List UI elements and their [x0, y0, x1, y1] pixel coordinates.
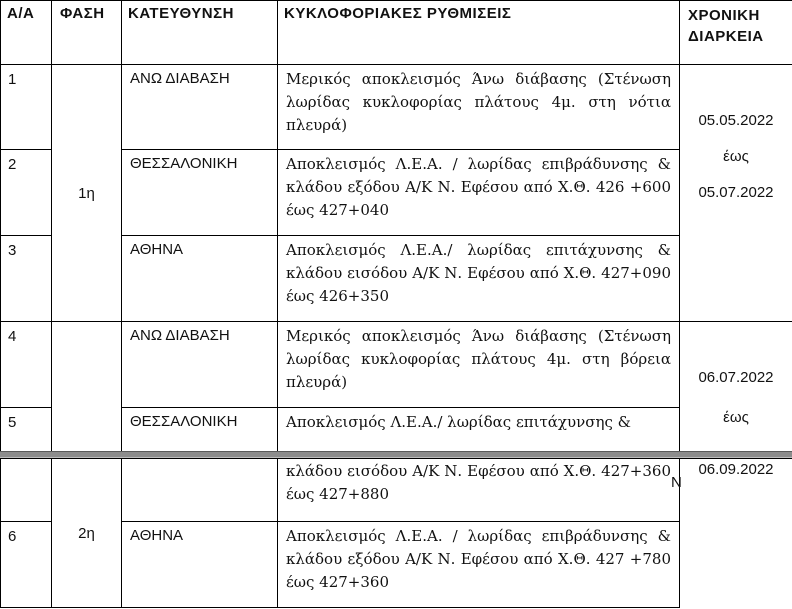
phase-cell-empty	[52, 322, 122, 452]
row-direction: ΑΘΗΝΑ	[122, 236, 278, 322]
header-duration-line1: ΧΡΟΝΙΚΗ	[688, 7, 760, 24]
row-settings: Αποκλεισμός Λ.Ε.Α./ λωρίδας επιτάχυνσης & κλάδου εισόδου Α/Κ Ν. Εφέσου από Χ.Θ. 427+090 έως 426+350	[278, 236, 680, 322]
duration-cell	[680, 459, 792, 608]
row-settings: Αποκλεισμός Λ.Ε.Α. / λωρίδας επιβράδυνσης & κλάδου εξόδου Α/Κ Ν. Εφέσου από Χ.Θ. 426 +600 έως 427+040	[278, 150, 680, 236]
row-direction	[122, 459, 278, 522]
row-settings: Αποκλεισμός Λ.Ε.Α./ λωρίδας επιτάχυνσης &	[278, 408, 680, 452]
row-number: 4	[1, 322, 52, 408]
duration-from: 06.07.2022	[698, 369, 774, 386]
duration-until-word: έως	[723, 409, 749, 426]
row-number: 3	[1, 236, 52, 322]
duration-cell	[680, 65, 792, 322]
row-number: 6	[1, 522, 52, 608]
row-number	[1, 459, 52, 522]
row-number: 2	[1, 150, 52, 236]
table-row	[1, 322, 792, 408]
stray-character: Ν	[671, 474, 682, 491]
row-direction: ΑΝΩ ΔΙΑΒΑΣΗ	[122, 322, 278, 408]
phase-cell: 2η	[52, 459, 122, 608]
header-duration-line2: ΔΙΑΡΚΕΙΑ	[688, 28, 764, 45]
row-number: 1	[1, 65, 52, 150]
duration-to: 06.09.2022	[698, 461, 774, 478]
table-header-row	[1, 1, 792, 65]
header-settings: ΚΥΚΛΟΦΟΡΙΑΚΕΣ ΡΥΘΜΙΣΕΙΣ	[278, 1, 680, 65]
phase-cell: 1η	[52, 65, 122, 322]
duration-to: 05.07.2022	[698, 184, 774, 201]
row-number: 5	[1, 408, 52, 452]
row-settings: Μερικός αποκλεισμός Άνω διάβασης (Στένωση λωρίδας κυκλοφορίας πλάτους 4μ. στη βόρεια πλευρά)	[278, 322, 680, 408]
header-aa: Α/Α	[1, 1, 52, 65]
row-settings: κλάδου εισόδου Α/Κ Ν. Εφέσου από Χ.Θ. 427+360 έως 427+880	[278, 459, 680, 522]
header-duration	[680, 1, 792, 65]
row-settings: Μερικός αποκλεισμός Άνω διάβασης (Στένωση λωρίδας κυκλοφορίας πλάτους 4μ. στη νότια πλευρά)	[278, 65, 680, 150]
row-direction: ΑΝΩ ΔΙΑΒΑΣΗ	[122, 65, 278, 150]
table-row	[1, 65, 792, 150]
duration-from: 05.05.2022	[698, 112, 774, 129]
duration-until-word: έως	[723, 148, 749, 165]
header-direction: ΚΑΤΕΥΘΥΝΣΗ	[122, 1, 278, 65]
page-break-separator	[0, 451, 792, 458]
row-direction: ΑΘΗΝΑ	[122, 522, 278, 608]
duration-cell	[680, 322, 792, 452]
row-settings: Αποκλεισμός Λ.Ε.Α. / λωρίδας επιβράδυνσης & κλάδου εξόδου Α/Κ Ν. Εφέσου από Χ.Θ. 427 +780 έως 427+360	[278, 522, 680, 608]
row-direction: ΘΕΣΣΑΛΟΝΙΚΗ	[122, 150, 278, 236]
header-phase: ΦΑΣΗ	[52, 1, 122, 65]
row-direction: ΘΕΣΣΑΛΟΝΙΚΗ	[122, 408, 278, 452]
